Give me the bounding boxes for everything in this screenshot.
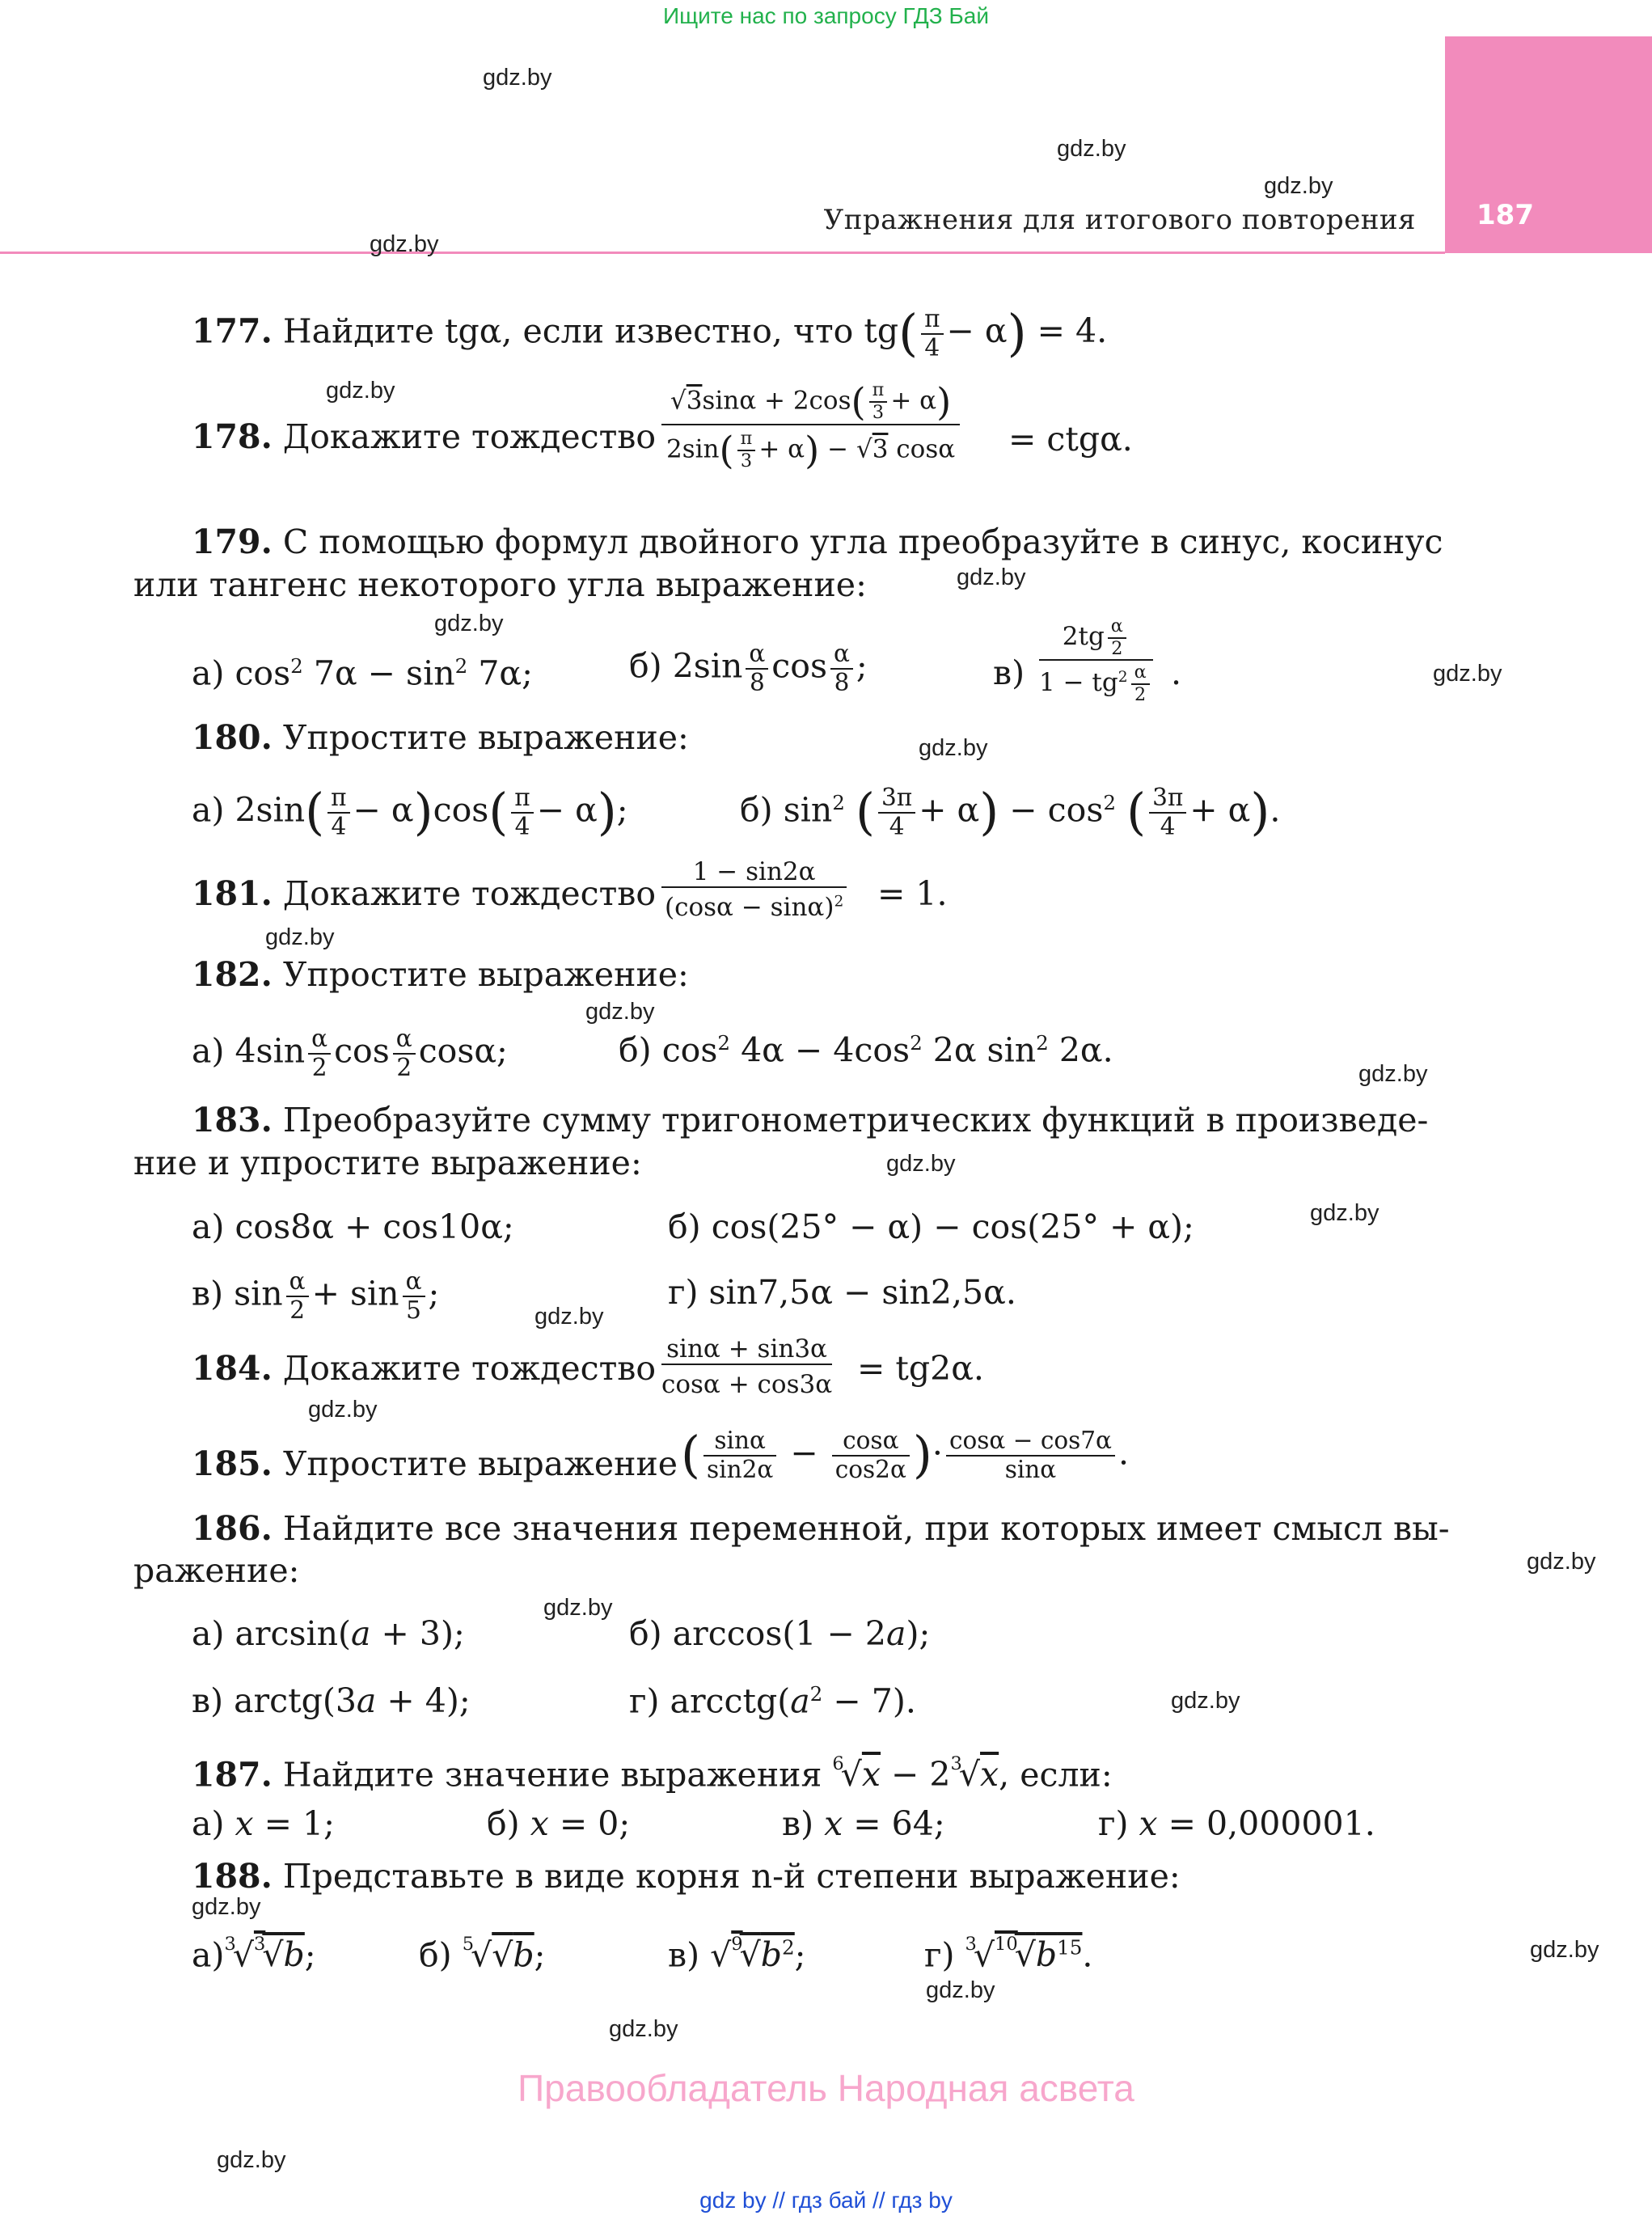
- item-a: а) cos8α + cos10α;: [192, 1207, 514, 1246]
- formula: = ctgα.: [1008, 420, 1133, 459]
- item-b: б) arccos(1 − 2a);: [629, 1614, 931, 1653]
- item-a: а) x = 1;: [192, 1804, 335, 1843]
- exercise-185: [192, 1444, 678, 1483]
- watermark: gdz.by: [585, 999, 655, 1025]
- exercise-number: 181.: [192, 874, 273, 913]
- exercise-text: Упростите выражение:: [282, 955, 689, 994]
- exercise-178: [192, 417, 657, 456]
- item-b: б) cos(25° − α) − cos(25° + α);: [668, 1207, 1194, 1246]
- header-rule: [0, 252, 1445, 254]
- item-v: в) $√^9√b^2$;: [668, 1934, 806, 1975]
- exercise-184: [192, 1349, 657, 1388]
- item-a: а) $\cos^2 7\alpha - \sin^2 7\alpha$;: [192, 653, 533, 693]
- watermark: gdz.by: [886, 1151, 956, 1177]
- watermark: gdz.by: [1527, 1549, 1596, 1575]
- exercise-183-line1: [192, 1101, 1429, 1139]
- item-g: г) sin7,5α − sin2,5α.: [668, 1273, 1016, 1312]
- item-g: г) x = 0,000001.: [1098, 1804, 1375, 1843]
- exercise-text: или тангенс некоторого угла выражение:: [133, 565, 867, 604]
- formula: tg( $\frac{\pi}{4}$ − α) = 4.: [864, 304, 1108, 363]
- watermark: gdz.by: [483, 65, 552, 91]
- item-b: б) $^5$√√b;: [419, 1934, 546, 1975]
- top-banner: Ищите нас по запросу ГДЗ Бай: [662, 3, 990, 28]
- identity-fraction: sinα + sin3α cosα + cos3α: [661, 1334, 833, 1399]
- watermark: gdz.by: [192, 1894, 261, 1920]
- item-v: в) arctg(3a + 4);: [192, 1681, 471, 1720]
- exercise-186-line1: [192, 1509, 1450, 1548]
- watermark: gdz.by: [326, 378, 395, 404]
- item-v: в): [993, 653, 1025, 692]
- identity-fraction: √3sinα + 2cos( $\frac{\pi}{3}$ + α) 2sin( $\frac{\pi}{3}$ + α) − √3 cosα: [661, 380, 960, 472]
- exercise-number: 187.: [192, 1755, 273, 1795]
- watermark: gdz.by: [308, 1397, 378, 1423]
- watermark: gdz.by: [370, 231, 439, 257]
- item-a: а)$^3$√$^3$√b;: [192, 1934, 316, 1975]
- exercise-180: [192, 718, 689, 757]
- watermark: gdz.by: [1264, 173, 1333, 199]
- exercise-text: Докажите тождество: [282, 874, 657, 913]
- item-g: г) $^3√^{10}√b^{15}$.: [924, 1934, 1093, 1975]
- watermark: gdz.by: [434, 611, 504, 636]
- watermark: gdz.by: [1530, 1937, 1599, 1963]
- exercise-number: 180.: [192, 718, 273, 757]
- exercise-text: Найдите значение выражения: [282, 1755, 822, 1795]
- copyright-footer: Правообладатель Народная асвета: [518, 2067, 1134, 2109]
- watermark: gdz.by: [919, 735, 988, 761]
- exercise-text: Найдите все значения переменной, при которых имеет смысл вы-: [282, 1509, 1450, 1548]
- exercise-179-line1: [192, 522, 1443, 561]
- item-b: б) x = 0;: [487, 1804, 631, 1843]
- watermark: gdz.by: [1310, 1200, 1379, 1226]
- watermark: gdz.by: [1057, 136, 1126, 162]
- item-a: а) arcsin(a + 3);: [192, 1614, 465, 1653]
- running-header: Упражнения для итогового повторения: [823, 204, 1416, 236]
- exercise-number: 179.: [192, 522, 273, 561]
- exercise-number: 186.: [192, 1509, 273, 1548]
- exercise-text: ние и упростите выражение:: [133, 1144, 642, 1182]
- exercise-text: Упростите выражение: [282, 1444, 678, 1483]
- item-a: а) 2sin( $\frac{\pi}{4}$ − α)cos( $\frac{\pi}{4}$ − α);: [192, 783, 628, 842]
- watermark: gdz.by: [265, 924, 335, 950]
- item-b: б) $\sin^2$ ( $\frac{3\pi}{4}$ + $\alpha) - \cos^2$ ( $\frac{3\pi}{4}$ + α).: [740, 783, 1281, 842]
- exercise-177: [192, 306, 1107, 362]
- formula: ( $\frac{\sin\alpha}{\sin 2\alpha}$ − $\frac{\cos\alpha}{\cos 2\alpha}$ )· $\frac{\cos\alpha - \cos 7\alpha}{\sin\alpha}$ .: [681, 1426, 1130, 1485]
- exercise-number: 188.: [192, 1857, 273, 1896]
- exercise-number: 185.: [192, 1444, 273, 1483]
- exercise-number: 178.: [192, 417, 273, 456]
- exercise-text: Преобразуйте сумму тригонометрических функций в произведе-: [282, 1101, 1429, 1139]
- footer-links[interactable]: gdz by // гдз бай // гдз by: [699, 2188, 953, 2213]
- item-g: г) $arcctg(a^2 - 7)$.: [629, 1681, 916, 1721]
- exercise-text: Найдите tgα, если известно, что: [282, 311, 854, 351]
- formula: = 1.: [877, 874, 948, 913]
- exercise-text: Докажите тождество: [282, 417, 657, 456]
- watermark: gdz.by: [1433, 661, 1502, 687]
- formula: = tg2α.: [857, 1349, 984, 1388]
- page-number: 187: [1477, 199, 1534, 231]
- item-a: а) 4sin $\frac{\alpha}{2}$ cos $\frac{\alpha}{2}$ cosα;: [192, 1025, 508, 1081]
- exercise-number: 177.: [192, 311, 273, 351]
- exercise-text: Представьте в виде корня n-й степени выражение:: [282, 1857, 1181, 1896]
- item-v-fraction: 2tg $\frac{\alpha}{2}$ $1 - tg^2$ $\frac{\alpha}{2}$: [1039, 616, 1153, 706]
- exercise-number: 182.: [192, 955, 273, 994]
- item-b: б) 2sin $\frac{\alpha}{8}$ cos $\frac{\alpha}{8}$ ;: [629, 640, 868, 696]
- item-v: в) x = 64;: [782, 1804, 945, 1843]
- exercise-text: если:: [1020, 1755, 1113, 1795]
- formula: .: [1171, 653, 1182, 692]
- exercise-text: Докажите тождество: [282, 1349, 657, 1388]
- identity-fraction: 1 − sin2α $(\cos\alpha - \sin\alpha)^2$: [661, 857, 847, 922]
- watermark: gdz.by: [534, 1304, 604, 1330]
- item-b: б) $\cos^2 4\alpha - 4\cos^2$ 2α $\sin^2 2\alpha$.: [619, 1030, 1113, 1070]
- exercise-text: ражение:: [133, 1551, 300, 1590]
- watermark: gdz.by: [543, 1595, 613, 1621]
- exercise-188: [192, 1857, 1181, 1896]
- watermark: gdz.by: [1171, 1688, 1240, 1714]
- exercise-187: [192, 1753, 1113, 1795]
- exercise-181: [192, 874, 657, 913]
- watermark: gdz.by: [217, 2147, 286, 2173]
- exercise-text: Упростите выражение:: [282, 718, 689, 757]
- exercise-number: 184.: [192, 1349, 273, 1388]
- watermark: gdz.by: [957, 564, 1026, 590]
- formula: $^6√x - 2^3√x$,: [832, 1753, 1010, 1795]
- exercise-182: [192, 955, 689, 994]
- watermark: gdz.by: [1358, 1061, 1428, 1087]
- exercise-number: 183.: [192, 1101, 273, 1139]
- watermark: gdz.by: [609, 2016, 678, 2042]
- item-v: в) sin $\frac{\alpha}{2}$ + sin $\frac{\alpha}{5}$ ;: [192, 1267, 440, 1324]
- watermark: gdz.by: [926, 1977, 995, 2003]
- exercise-text: С помощью формул двойного угла преобразуйте в синус, косинус: [282, 522, 1443, 561]
